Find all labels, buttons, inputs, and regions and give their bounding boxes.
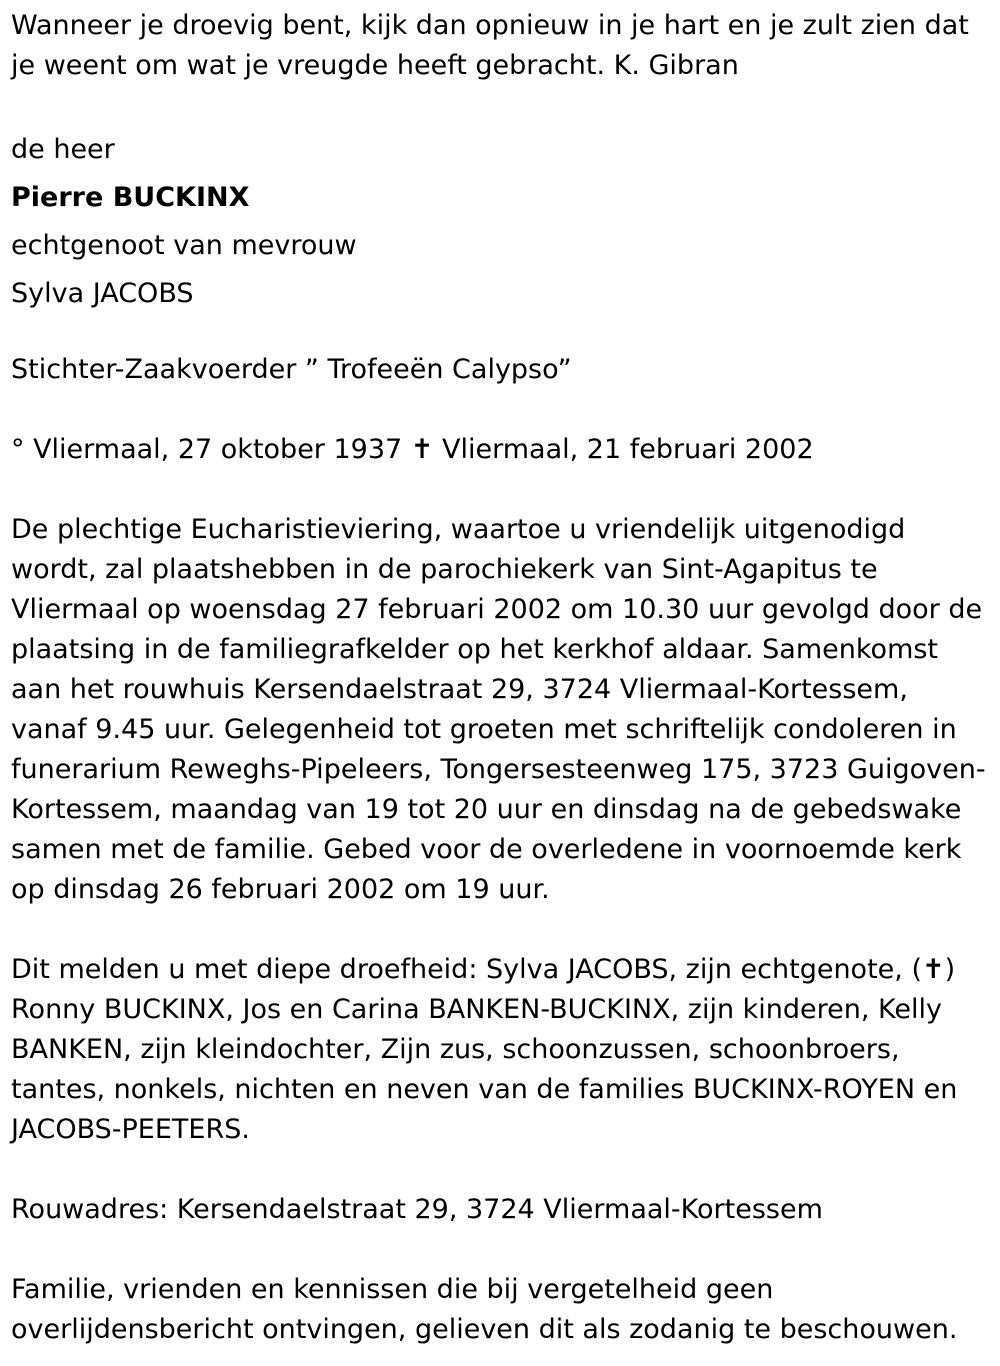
spouse-intro: echtgenoot van mevrouw: [11, 230, 357, 261]
family-text-start: Dit melden u met diepe droefheid: Sylva JACOBS, zijn echtgenote, (: [11, 954, 922, 985]
occupation: Stichter-Zaakvoerder ” Trofeeën Calypso”: [11, 354, 572, 385]
closing-note: Familie, vrienden en kennissen die bij vergetelheid geen overlijdensbericht ontvingen, gelieven dit als zodanig te beschouwen.: [11, 1274, 958, 1345]
mourning-address: Rouwadres: Kersendaelstraat 29, 3724 Vliermaal-Kortessem: [11, 1194, 823, 1225]
deceased-name: Pierre BUCKINX: [11, 182, 250, 213]
family-text-rest: ) Ronny BUCKINX, Jos en Carina BANKEN-BUCKINX, zijn kinderen, Kelly BANKEN, zijn kleindochter, Zijn zus, schoonzussen, schoonbroers, tantes, nonkels, nichten en neven van de families BUCKINX-ROYEN en JACOBS-PEETERS.: [11, 954, 958, 1145]
life-dates: [11, 430, 989, 470]
death-date: Vliermaal, 21 februari 2002: [442, 434, 814, 465]
obituary-document: [11, 6, 989, 1350]
opening-quote: Wanneer je droevig bent, kijk dan opnieuw in je hart en je zult zien dat je weent om wat je vreugde heeft gebracht. K. Gibran: [11, 10, 969, 81]
cross-icon: ✝: [410, 434, 434, 465]
spouse-name: Sylva JACOBS: [11, 278, 194, 309]
honorific: de heer: [11, 134, 115, 165]
ceremony-details: De plechtige Eucharistieviering, waartoe u vriendelijk uitgenodigd wordt, zal plaatshebben in de parochiekerk van Sint-Agapitus te Vliermaal op woensdag 27 februari 2002 om 10.30 uur gevolgd door de plaatsing in de familiegrafkelder op het kerkhof aldaar. Samenkomst aan het rouwhuis Kersendaelstraat 29, 3724 Vliermaal-Kortessem, vanaf 9.45 uur. Gelegenheid tot groeten met schriftelijk condoleren in funerarium Reweghs-Pipeleers, Tongersesteenweg 175, 3723 Guigoven-Kortessem, maandag van 19 tot 20 uur en dinsdag na de gebedswake samen met de familie. Gebed voor de overledene in voornoemde kerk op dinsdag 26 februari 2002 om 19 uur.: [11, 514, 986, 905]
birth-date: ° Vliermaal, 27 oktober 1937: [11, 434, 403, 465]
family-announcement: [11, 950, 989, 1150]
cross-icon: ✝: [921, 954, 945, 985]
deceased-identity: [11, 126, 989, 318]
